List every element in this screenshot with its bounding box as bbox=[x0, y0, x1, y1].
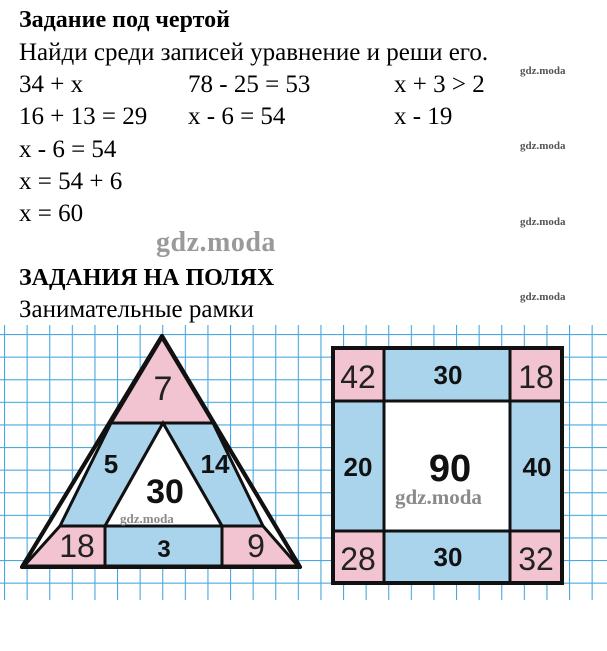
watermark: gdz.moda bbox=[520, 140, 566, 152]
watermark: gdz.moda bbox=[120, 511, 174, 526]
triangle-bottom-right-value: 9 bbox=[247, 528, 265, 564]
section-title-margin-tasks: ЗАДАНИЯ НА ПОЛЯХ bbox=[19, 265, 275, 291]
section-title-under-line: Задание под чертой bbox=[19, 7, 230, 33]
triangle-top-value: 7 bbox=[153, 370, 173, 408]
triangle-center-value: 30 bbox=[146, 473, 184, 511]
triangle-bottom-left-value: 18 bbox=[59, 528, 95, 564]
square-middle-right-value: 40 bbox=[522, 452, 552, 482]
watermark: gdz.moda bbox=[520, 65, 566, 77]
solution-line-1: x - 6 = 54 bbox=[19, 136, 117, 163]
square-top-right-value: 18 bbox=[518, 359, 554, 395]
task-instruction: Найди среди записей уравнение и реши его. bbox=[19, 39, 489, 66]
square-middle-left-value: 20 bbox=[343, 452, 373, 482]
square-top-left-value: 42 bbox=[340, 359, 376, 395]
square-top-middle-value: 30 bbox=[433, 360, 463, 390]
record-x-plus-3-gt-2: x + 3 > 2 bbox=[394, 71, 485, 98]
square-bottom-middle-value: 30 bbox=[433, 542, 463, 572]
margin-tasks-subtitle: Занимательные рамки bbox=[19, 296, 254, 323]
solution-line-2: x = 54 + 6 bbox=[19, 168, 123, 195]
triangle-right-value: 14 bbox=[200, 449, 230, 479]
square-bottom-right-value: 32 bbox=[518, 541, 554, 577]
record-x-minus-19: x - 19 bbox=[394, 103, 453, 130]
record-34-plus-x: 34 + x bbox=[19, 71, 84, 98]
record-78-minus-25: 78 - 25 = 53 bbox=[188, 71, 311, 98]
square-frame bbox=[333, 348, 562, 583]
watermark: gdz.moda bbox=[520, 291, 566, 303]
watermark: gdz.moda bbox=[520, 216, 566, 228]
watermark: gdz.moda bbox=[156, 227, 276, 258]
square-center-value: 90 bbox=[428, 448, 472, 490]
triangle-bottom-middle-value: 3 bbox=[157, 536, 171, 563]
solution-line-3: x = 60 bbox=[19, 200, 84, 227]
record-x-minus-6-eq-54: x - 6 = 54 bbox=[188, 103, 286, 130]
watermark: gdz.moda bbox=[395, 485, 482, 509]
triangle-left-value: 5 bbox=[103, 449, 119, 479]
square-bottom-left-value: 28 bbox=[340, 541, 376, 577]
record-16-plus-13: 16 + 13 = 29 bbox=[19, 103, 148, 130]
